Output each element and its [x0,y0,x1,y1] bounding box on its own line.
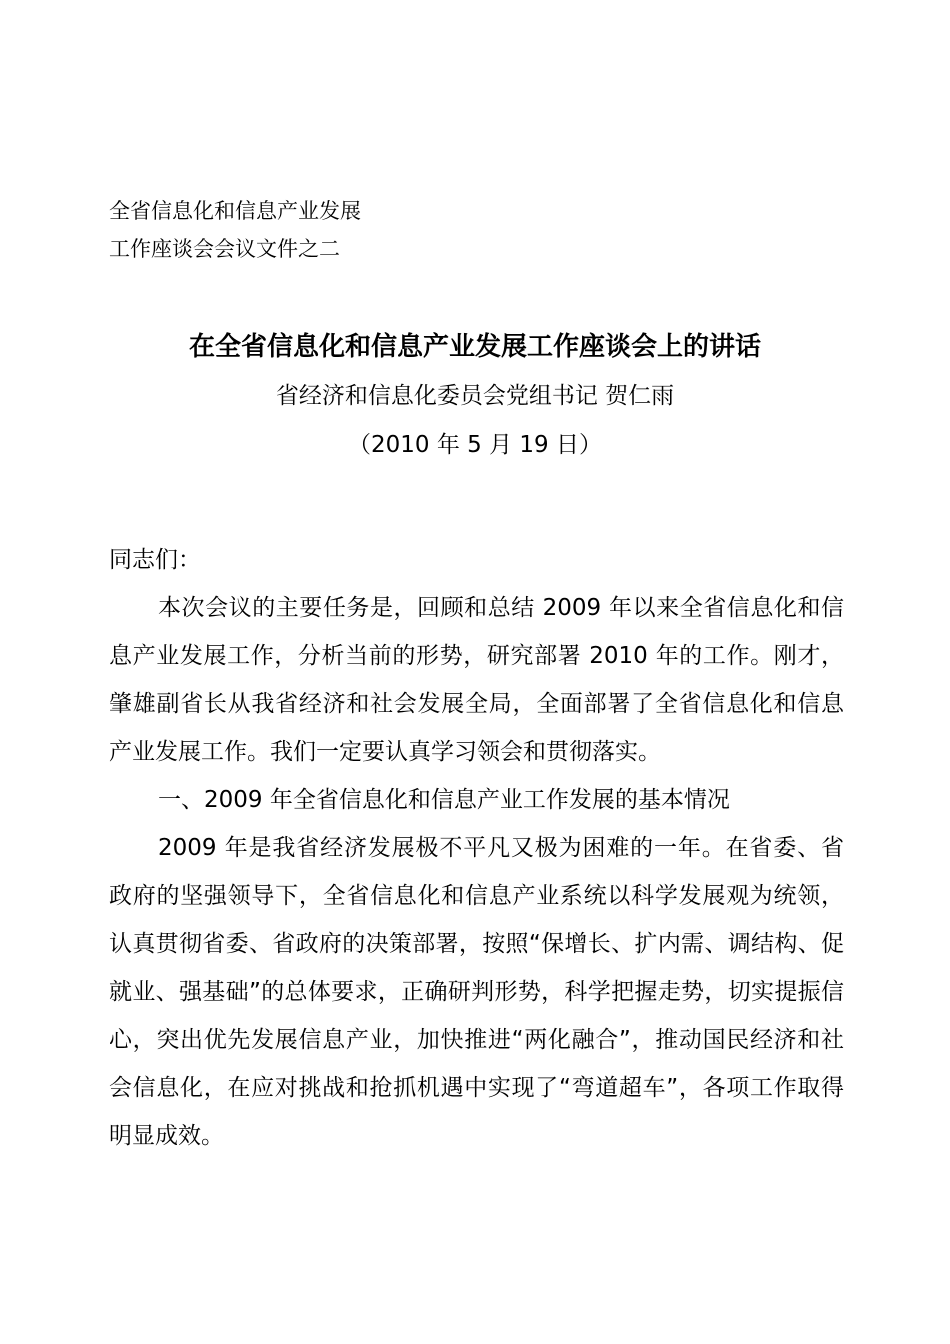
header-line-1: 全省信息化和信息产业发展 [109,199,361,223]
paragraph-2009-review: 2009 年是我省经济发展极不平凡又极为困难的一年。在省委、省政府的坚强领导下，全省信息化和信息产业系统以科学发展观为统领，认真贯彻省委、省政府的决策部署，按照“保增长、扩内需、调结构、促就业、强基础”的总体要求，正确研判形势，科学把握走势，切实提振信心，突出优先发展信息产业，加快推进“两化融合”，推动国民经济和社会信息化，在应对挑战和抢抓机遇中实现了“弯道超车”，各项工作取得明显成效。 [109,835,844,1149]
paragraph-intro: 本次会议的主要任务是，回顾和总结 2009 年以来全省信息化和信息产业发展工作，分析当前的形势，研究部署 2010 年的工作。刚才，肇雄副省长从我省经济和社会发展全局，全面部署了全省信息化和信息产业发展工作。我们一定要认真学习领会和贯彻落实。 [109,595,844,765]
section-heading-1: 一、2009 年全省信息化和信息产业工作发展的基本情况 [158,787,730,813]
speech-body [109,536,844,1160]
speech-title: 在全省信息化和信息产业发展工作座谈会上的讲话 [188,332,761,362]
document-header [109,192,361,268]
header-line-2: 工作座谈会会议文件之二 [109,237,340,261]
speaker-byline: 省经济和信息化委员会党组书记 贺仁雨 [275,383,675,409]
salutation: 同志们： [109,547,201,573]
speech-date: （2010 年 5 月 19 日） [348,432,602,458]
